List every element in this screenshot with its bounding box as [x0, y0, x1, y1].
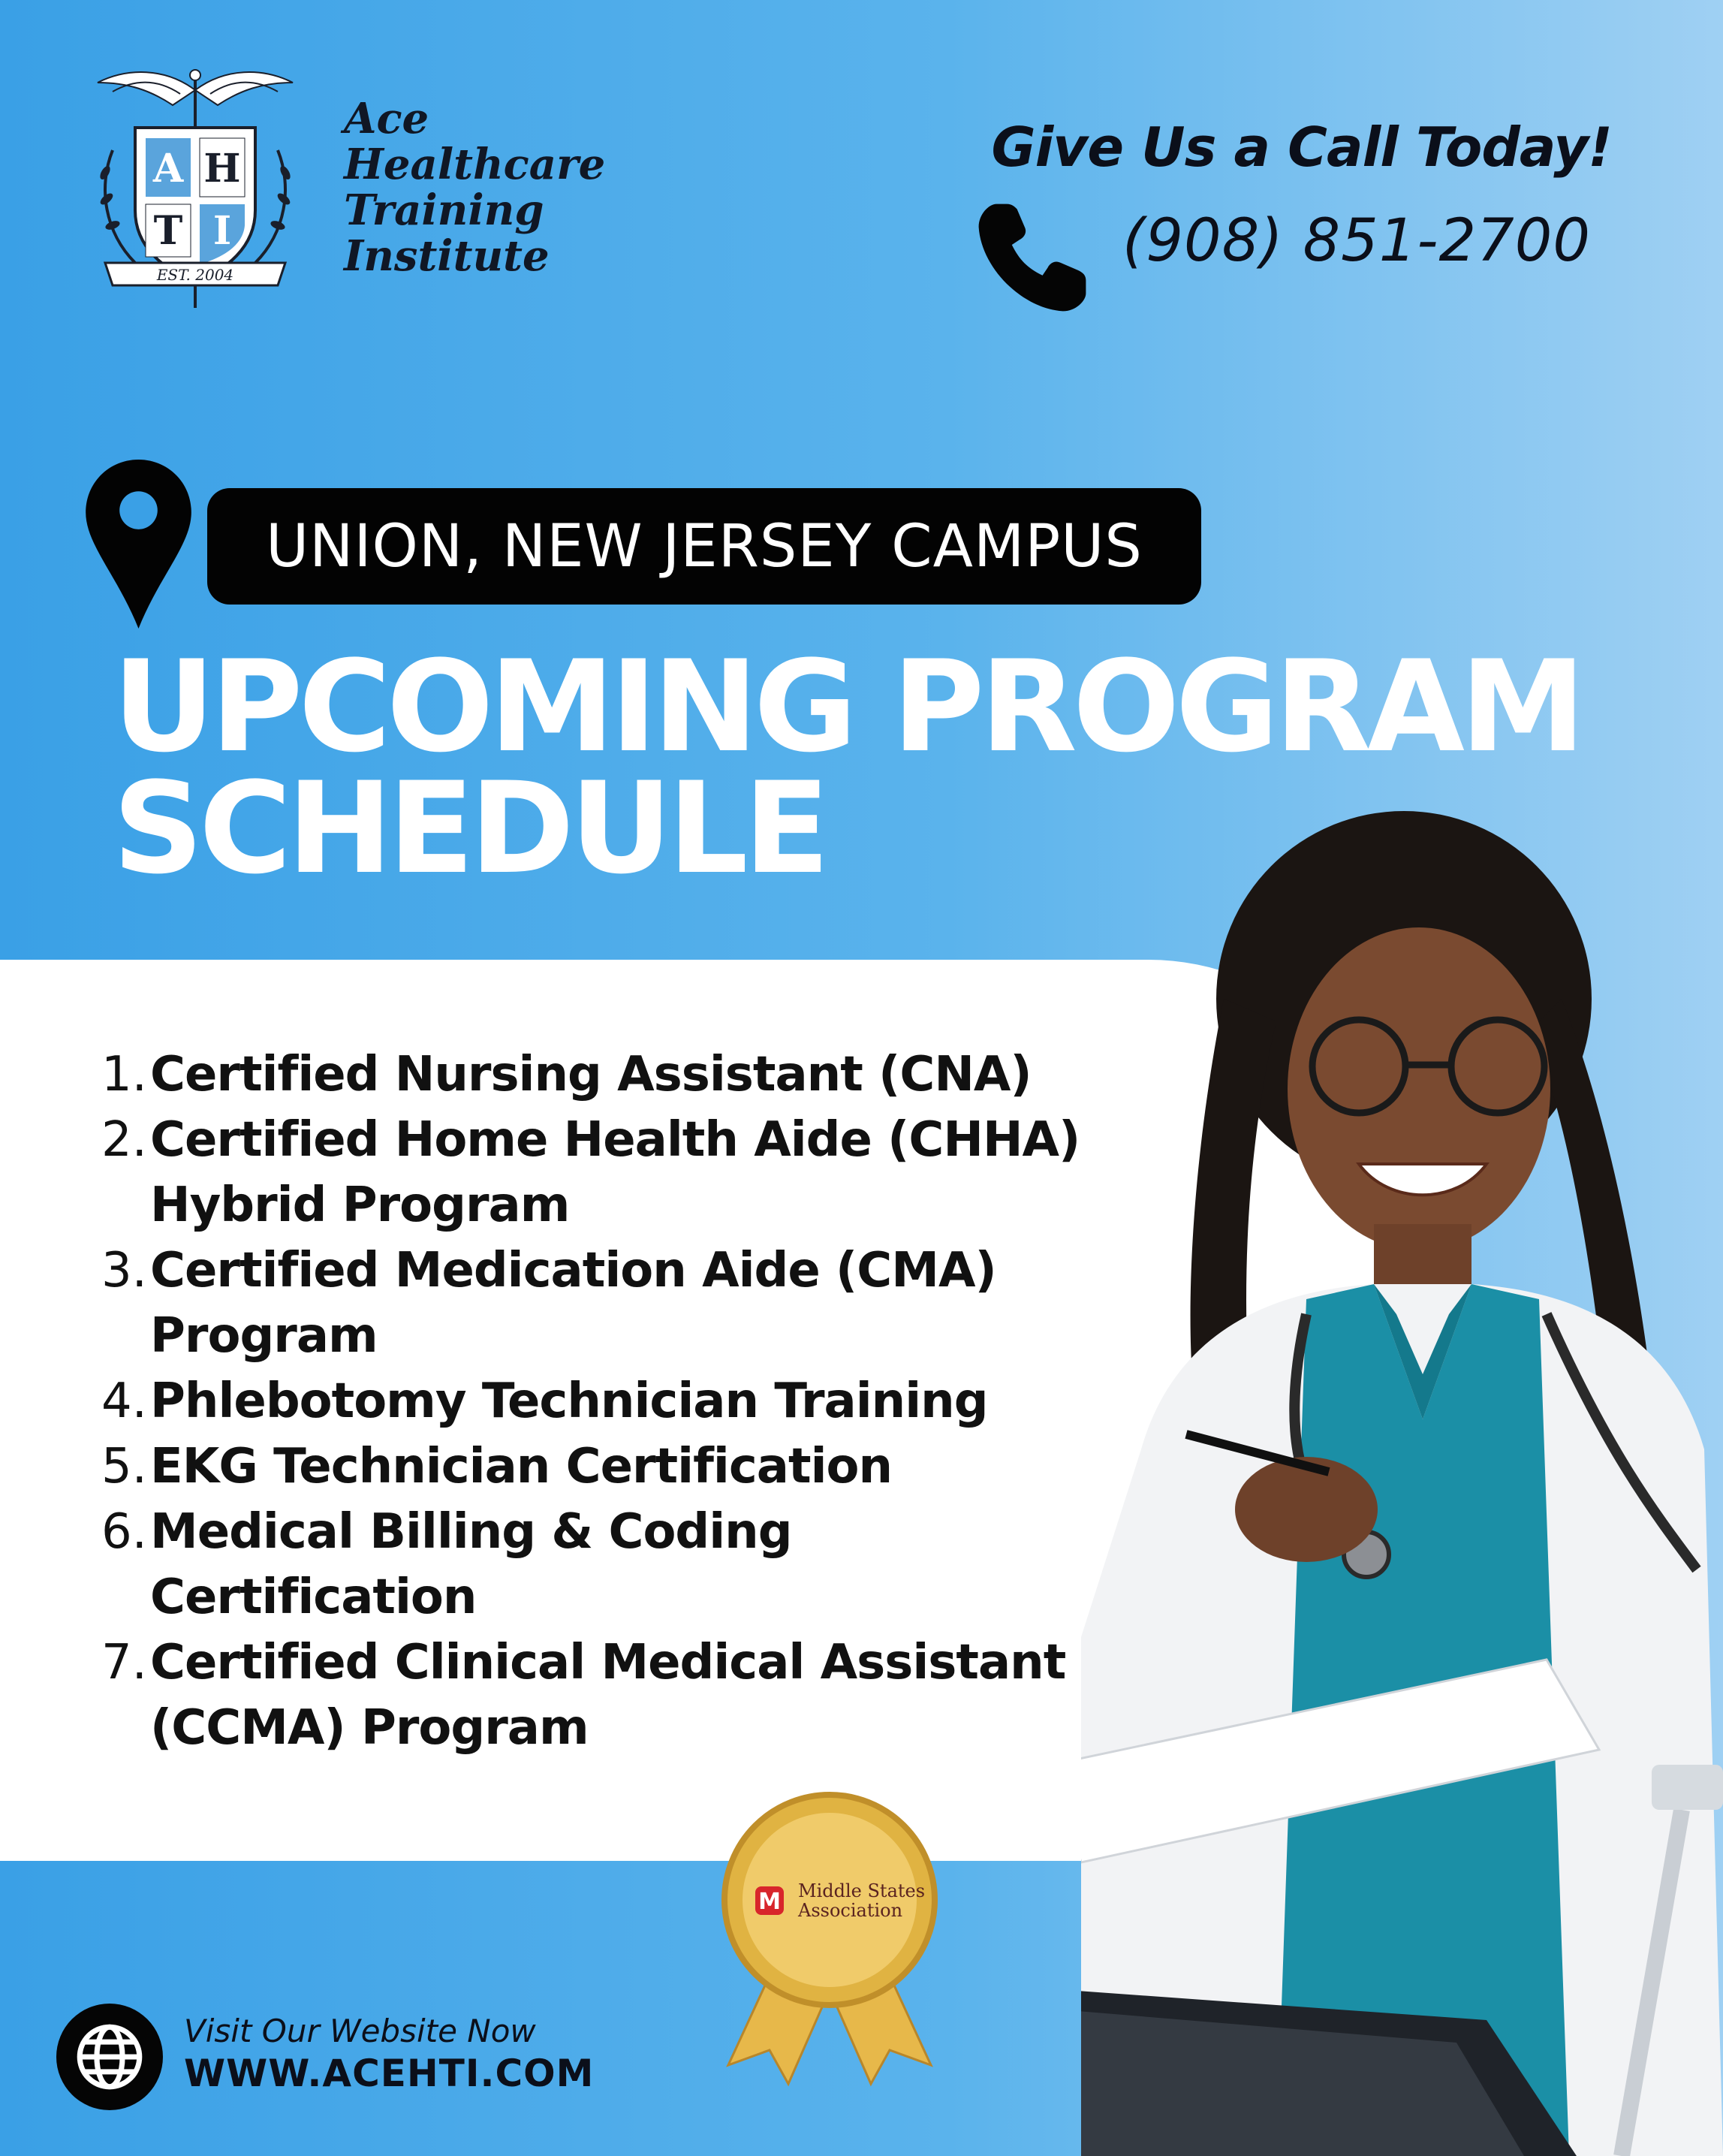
brand-name-line: Training [344, 185, 544, 235]
crest-established: EST. 2004 [156, 266, 234, 284]
program-number: 1. [101, 1047, 147, 1102]
badge-text [798, 1881, 925, 1920]
program-number: 7. [101, 1635, 147, 1690]
program-list [90, 1042, 1141, 1761]
program-item [90, 1630, 1141, 1761]
website-link[interactable]: WWW.ACEHTI.COM [184, 2052, 595, 2095]
program-number: 3. [101, 1243, 147, 1298]
crest-letter-a: A [152, 146, 184, 191]
page-title-line1: UPCOMING PROGRAM [113, 633, 1582, 780]
website-caption: Visit Our Website Now [184, 2013, 536, 2049]
program-item [90, 1434, 1141, 1500]
crest-letter-t: T [153, 208, 183, 254]
program-name: Certified Medication Aide (CMA) Program [150, 1243, 996, 1364]
program-item [90, 1042, 1141, 1108]
program-name: Certified Clinical Medical Assistant (CCMA) Program [150, 1635, 1066, 1756]
accreditation-badge [706, 1787, 953, 2088]
brand-name-line: Ace [344, 94, 429, 143]
brand-name-line: Institute [344, 231, 550, 281]
program-item [90, 1238, 1141, 1369]
program-name: Phlebotomy Technician Training [150, 1374, 988, 1429]
program-name: EKG Technician Certification [150, 1439, 893, 1494]
badge-logo-letter: M [758, 1889, 781, 1915]
program-number: 2. [101, 1112, 147, 1168]
program-number: 6. [101, 1504, 147, 1560]
program-name: Medical Billing & Coding Certification [150, 1504, 792, 1625]
phone-number[interactable]: (908) 851-2700 [1122, 207, 1592, 275]
globe-icon [56, 2004, 163, 2110]
program-item [90, 1108, 1141, 1238]
campus-pill [207, 488, 1201, 605]
program-item [90, 1500, 1141, 1630]
program-number: 4. [101, 1374, 147, 1429]
brand-name [344, 96, 605, 279]
program-item [90, 1369, 1141, 1434]
badge-line: Middle States [798, 1880, 926, 1901]
logo-crest [83, 60, 308, 315]
crest-letter-h: H [203, 146, 241, 191]
program-number: 5. [101, 1439, 147, 1494]
map-pin-icon [84, 460, 193, 629]
badge-line: Association [798, 1900, 903, 1921]
campus-label: UNION, NEW JERSEY CAMPUS [266, 512, 1143, 580]
page-title-line2: SCHEDULE [113, 755, 826, 902]
crest-letter-i: I [212, 208, 232, 254]
phone-icon [968, 194, 1096, 321]
brand-name-line: Healthcare [344, 140, 606, 189]
call-heading: Give Us a Call Today! [991, 116, 1612, 179]
program-name: Certified Home Health Aide (CHHA) Hybrid Program [150, 1112, 1080, 1233]
program-name: Certified Nursing Assistant (CNA) [150, 1047, 1032, 1102]
hero-photo [1081, 773, 1723, 2156]
